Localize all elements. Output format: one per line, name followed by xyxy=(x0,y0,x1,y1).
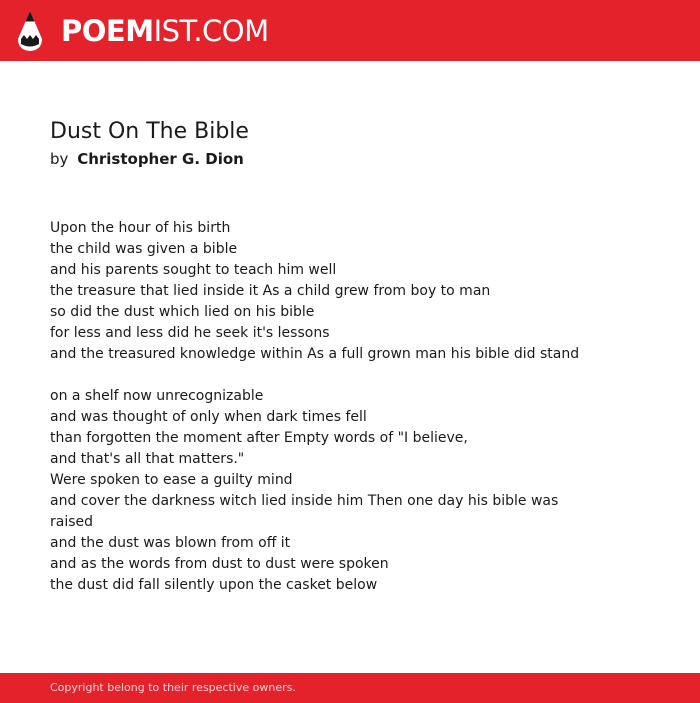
poem-body xyxy=(50,218,610,596)
poem-line: and the treasured knowledge within As a full grown man his bible did stand xyxy=(50,346,580,362)
site-header xyxy=(0,0,700,61)
poem-line: the child was given a bible xyxy=(50,241,238,257)
pencil-tip-icon[interactable] xyxy=(17,10,43,52)
poem-line: Were spoken to ease a guilty mind xyxy=(50,472,293,488)
poem-line: and the dust was blown from off it xyxy=(50,535,291,551)
stanza-break xyxy=(50,365,610,386)
site-footer xyxy=(0,673,700,703)
poem-title: Dust On The Bible xyxy=(50,119,249,144)
poem-line: than forgotten the moment after Empty words of "I believe, xyxy=(50,430,468,446)
poem-line: Upon the hour of his birth xyxy=(50,220,231,236)
poem-line: and as the words from dust to dust were spoken xyxy=(50,556,389,572)
poem-line: and cover the darkness witch lied inside him Then one day his bible was xyxy=(50,493,559,509)
poem-line: for less and less did he seek it's lessons xyxy=(50,325,330,341)
logo-text-light: IST.COM xyxy=(153,14,269,48)
poem-line: the treasure that lied inside it As a child grew from boy to man xyxy=(50,283,491,299)
copyright-notice: Copyright belong to their respective owners. xyxy=(50,681,296,694)
site-logo[interactable] xyxy=(61,13,269,49)
poem-line: raised xyxy=(50,514,94,530)
author-name: Christopher G. Dion xyxy=(77,150,244,168)
poem-line: the dust did fall silently upon the casket below xyxy=(50,577,378,593)
poem-line: and was thought of only when dark times fell xyxy=(50,409,367,425)
logo-text-strong: POEM xyxy=(61,14,154,48)
by-label: by xyxy=(50,150,69,168)
poem-line: on a shelf now unrecognizable xyxy=(50,388,264,404)
poem-line: so did the dust which lied on his bible xyxy=(50,304,315,320)
poem-line: and his parents sought to teach him well xyxy=(50,262,337,278)
byline xyxy=(50,148,244,170)
poem-line: and that's all that matters." xyxy=(50,451,245,467)
